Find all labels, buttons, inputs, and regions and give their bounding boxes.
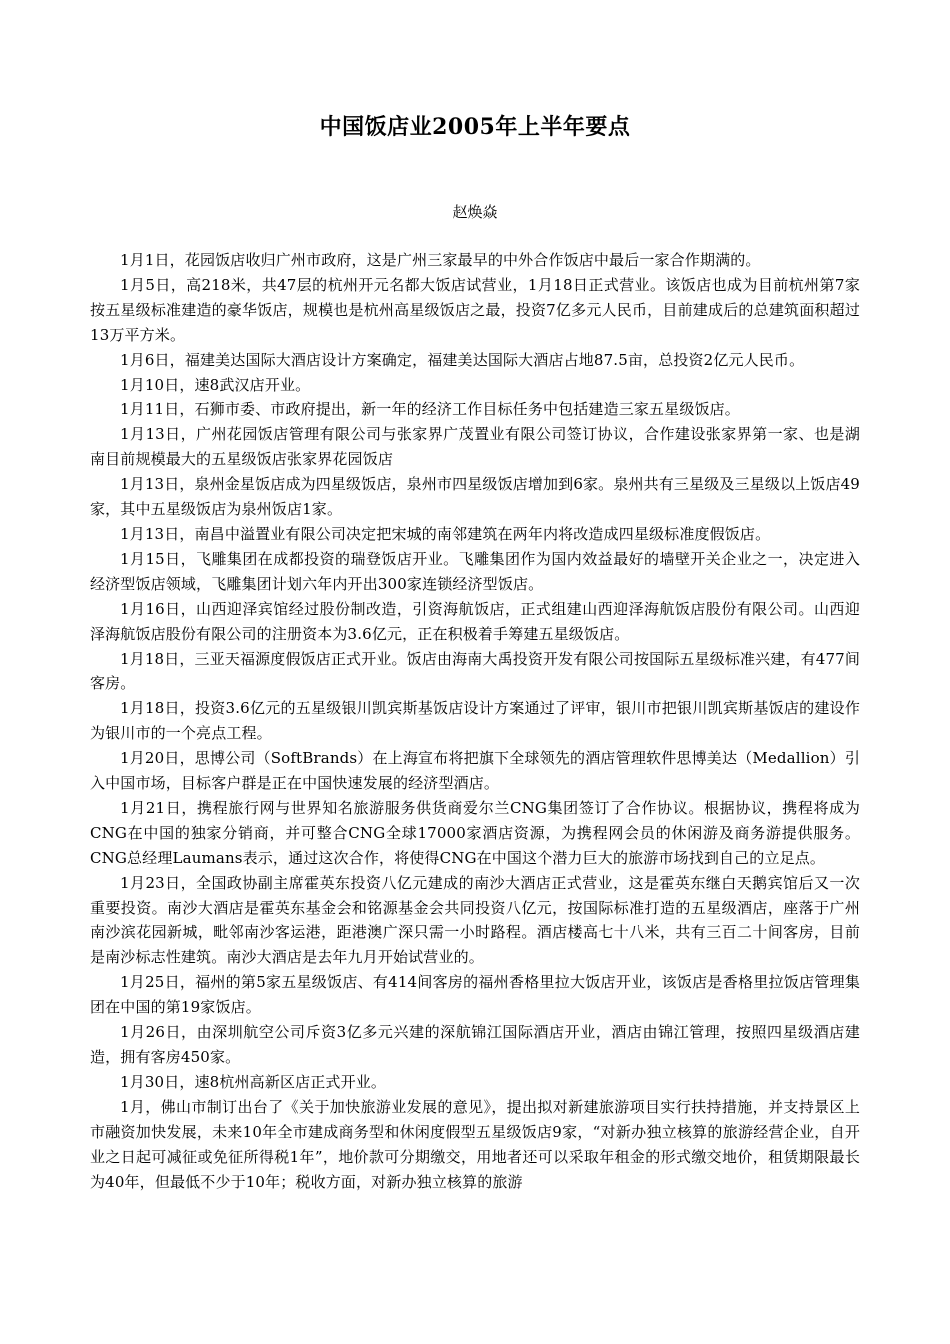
paragraph: 1月20日，思博公司（SoftBrands）在上海宣布将把旗下全球领先的酒店管理软件思博美达（Medallion）引入中国市场，目标客户群是正在中国快速发展的经济型酒店。 <box>90 749 860 793</box>
paragraph: 1月5日，高218米，共47层的杭州开元名都大饭店试营业，1月18日正式营业。该饭店也成为目前杭州第7家按五星级标准建造的豪华饭店，规模也是杭州高星级饭店之最，投资7亿多元人民币，目前建成后的总建筑面积超过13万平方米。 <box>90 275 860 344</box>
paragraph: 1月6日，福建美达国际大酒店设计方案确定，福建美达国际大酒店占地87.5亩，总投资2亿元人民币。 <box>120 350 805 369</box>
paragraph: 1月10日，速8武汉店开业。 <box>120 375 311 394</box>
document-title: 中国饭店业2005年上半年要点 <box>319 114 631 140</box>
paragraph: 1月18日，投资3.6亿元的五星级银川凯宾斯基饭店设计方案通过了评审，银川市把银川凯宾斯基饭店的建设作为银川市的一个亮点工程。 <box>90 699 860 743</box>
paragraph: 1月11日，石狮市委、市政府提出，新一年的经济工作目标任务中包括建造三家五星级饭店。 <box>120 400 740 419</box>
paragraph: 1月18日，三亚天福源度假饭店正式开业。饭店由海南大禹投资开发有限公司按国际五星级标准兴建，有477间客房。 <box>90 649 860 693</box>
paragraph: 1月21日，携程旅行网与世界知名旅游服务供货商爱尔兰CNG集团签订了合作协议。根据协议，携程将成为CNG在中国的独家分销商，并可整合CNG全球17000家酒店资源，为携程网会员的休闲游及商务游提供服务。 CNG总经理Laumans表示，通过这次合作，将使得CNG在中国这个潜力巨大的旅游市场找到自己的立足点。 <box>90 798 860 867</box>
paragraph: 1月1日，花园饭店收归广州市政府，这是广州三家最早的中外合作饭店中最后一家合作期满的。 <box>120 251 761 269</box>
paragraph: 1月13日，广州花园饭店管理有限公司与张家界广茂置业有限公司签订协议，合作建设张家界第一家、也是湖南目前规模最大的五星级饭店张家界花园饭店 <box>90 425 860 469</box>
document-author: 赵焕焱 <box>452 203 498 221</box>
paragraph: 1月23日，全国政协副主席霍英东投资八亿元建成的南沙大酒店正式营业，这是霍英东继白天鹅宾馆后又一次重要投资。南沙大酒店是霍英东基金会和铭源基金会共同投资八亿元，按国际标准打造的五星级酒店，座落于广州南沙滨花园新城，毗邻南沙客运港，距港澳广深只需一小时路程。酒店楼高七十八米，共有三百二十间客房，目前是南沙标志性建筑。南沙大酒店是去年九月开始试营业的。 <box>90 873 860 967</box>
paragraph: 1月13日，泉州金星饭店成为四星级饭店，泉州市四星级饭店增加到6家。泉州共有三星级及三星级以上饭店49家，其中五星级饭店为泉州饭店1家。 <box>90 475 860 519</box>
paragraph: 1月30日，速8杭州高新区店正式开业。 <box>120 1072 387 1091</box>
paragraph: 1月15日，飞雕集团在成都投资的瑞登饭店开业。飞雕集团作为国内效益最好的墙壁开关企业之一，决定进入经济型饭店领域，飞雕集团计划六年内开出300家连锁经济型饭店。 <box>90 549 860 593</box>
paragraph: 1月16日，山西迎泽宾馆经过股份制改造，引资海航饭店，正式组建山西迎泽海航饭店股份有限公司。山西迎泽海航饭店股份有限公司的注册资本为3.6亿元，正在积极着手筹建五星级饭店。 <box>90 599 860 643</box>
paragraph: 1月13日，南昌中溢置业有限公司决定把宋城的南邻建筑在两年内将改造成四星级标准度假饭店。 <box>120 524 771 543</box>
document-body <box>90 248 860 1194</box>
paragraph: 1月26日，由深圳航空公司斥资3亿多元兴建的深航锦江国际酒店开业，酒店由锦江管理，按照四星级酒店建造，拥有客房450家。 <box>90 1023 860 1066</box>
paragraph: 1月25日，福州的第5家五星级饭店、有414间客房的福州香格里拉大饭店开业，该饭店是香格里拉饭店管理集团在中国的第19家饭店。 <box>90 973 860 1017</box>
paragraph: 1月，佛山市制订出台了《关于加快旅游业发展的意见》，提出拟对新建旅游项目实行扶持措施，并支持景区上市融资加快发展，未来10年全市建成商务型和休闲度假型五星级饭店9家，“对新办独立核算的旅游经营企业，自开业之日起可减征或免征所得税1年”，地价款可分期缴交，用地者还可以采取年租金的形式缴交地价，租赁期限最长为40年，但最低不少于10年；税收方面，对新办独立核算的旅游 <box>90 1097 860 1191</box>
